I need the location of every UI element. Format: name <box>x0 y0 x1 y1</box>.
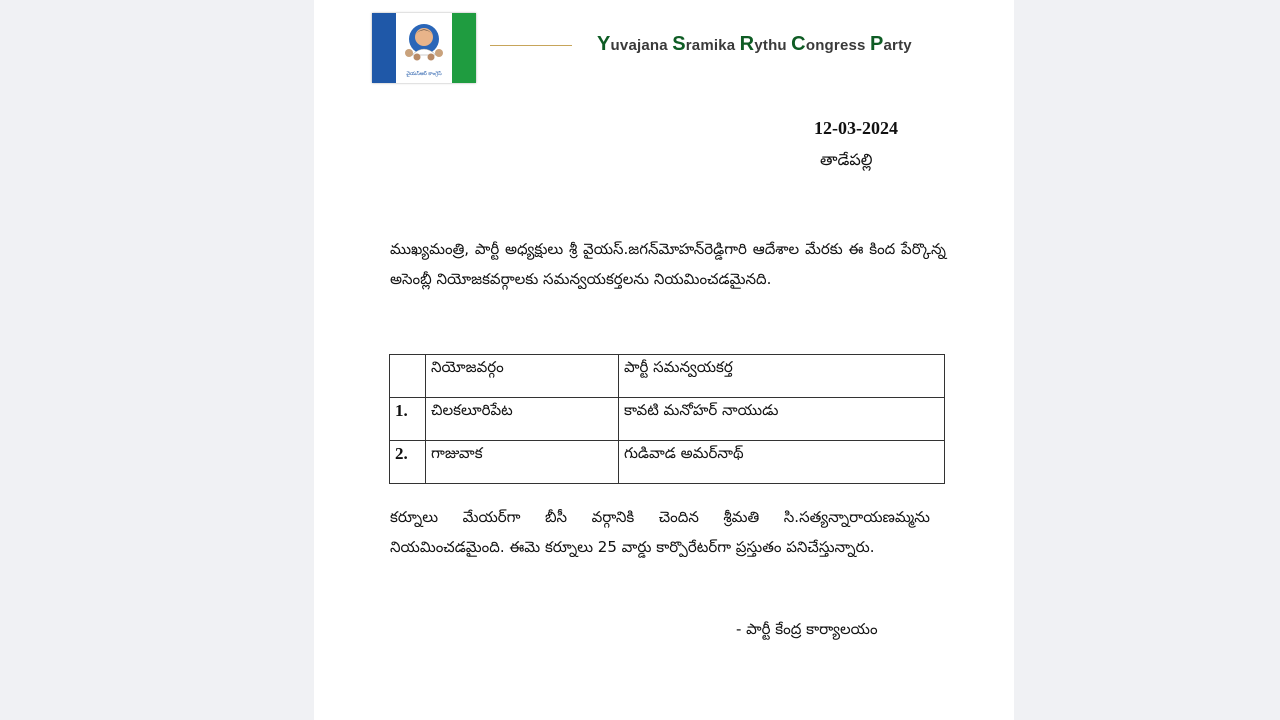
flag-green-stripe <box>452 13 476 83</box>
row-serial: 1. <box>390 398 426 441</box>
header-cell-coordinator: పార్టీ సమన్వయకర్త <box>619 355 945 398</box>
table-header-row <box>390 355 945 398</box>
table-row <box>390 441 945 484</box>
header-rule <box>490 45 572 46</box>
party-name: Yuvajana Sramika Rythu Congress Party <box>597 33 912 55</box>
document-page <box>314 0 1014 720</box>
row-constituency: గాజువాక <box>426 441 619 484</box>
leader-portrait-icon <box>402 19 446 63</box>
intro-paragraph: ముఖ్యమంత్రి, పార్టీ అధ్యక్షులు శ్రీ వైయస్.జగన్‌మోహన్‌రెడ్డిగారి ఆదేశాల మేరకు ఈ కింద పేర్కొన్న అసెంబ్లీ నియోజకవర్గాలకు సమన్వయకర్తలను నియమించడమైనది. <box>390 240 946 288</box>
document-date: 12-03-2024 <box>814 118 898 138</box>
coordinators-table <box>389 354 945 484</box>
row-coordinator: గుడివాడ అమర్‌నాథ్ <box>619 441 945 484</box>
table-row <box>390 398 945 441</box>
row-coordinator: కావటి మనోహర్ నాయుడు <box>619 398 945 441</box>
flag-blue-stripe <box>372 13 396 83</box>
note-paragraph: కర్నూలు మేయర్‌గా బీసీ వర్గానికి చెందిన శ్రీమతి సి.సత్యన్నారాయణమ్మను నియమించడమైంది. ఈమె కర్నూలు 25 వార్డు కార్పొరేటర్‌గా ప్రస్తుతం పనిచేస్తున్నారు. <box>390 508 930 556</box>
logo-caption: వైయస్ఆర్ కాంగ్రెస్ <box>406 71 442 77</box>
header-cell-serial <box>390 355 426 398</box>
row-constituency: చిలకలూరిపేట <box>426 398 619 441</box>
party-flag-logo <box>372 13 476 83</box>
row-serial: 2. <box>390 441 426 484</box>
signature-line: - పార్టీ కేంద్ర కార్యాలయం <box>736 620 878 638</box>
header-cell-constituency: నియోజవర్గం <box>426 355 619 398</box>
document-place: తాడేపల్లి <box>820 150 873 169</box>
